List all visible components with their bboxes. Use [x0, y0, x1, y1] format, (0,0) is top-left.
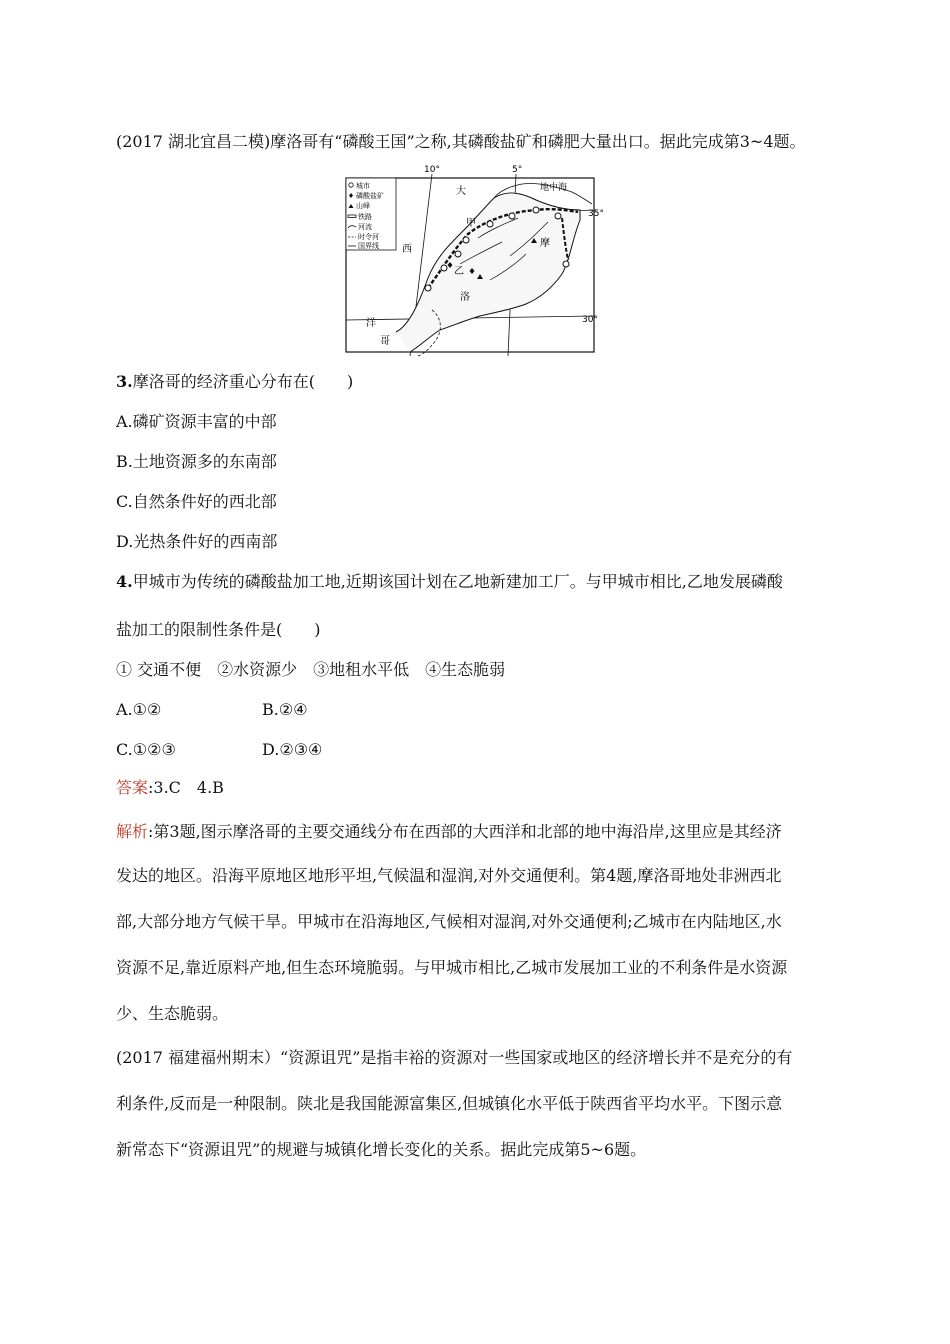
q4-option-a: A.①② [116, 700, 162, 719]
intro2-line-3: 新常态下“资源诅咒”的规避与城镇化增长变化的关系。据此完成第5~6题。 [116, 1140, 647, 1159]
q3-option-a: A.磷矿资源丰富的中部 [116, 412, 277, 431]
label-yi: 乙 [454, 266, 464, 277]
lat-label-35: 35° [588, 209, 604, 219]
q3-stem [116, 372, 353, 392]
label-luo: 洛 [460, 292, 470, 303]
q3-option-b: B.土地资源多的东南部 [116, 452, 277, 471]
q4-number: 4. [116, 572, 133, 591]
q4-stem-line1 [116, 572, 783, 592]
label-da: 大 [456, 186, 466, 197]
answer-label: 答案 [116, 778, 149, 797]
legend-border: 国界线 [358, 242, 379, 250]
q4-option-b: B.②④ [262, 700, 308, 719]
label-mediterranean: 地中海 [540, 183, 568, 193]
lat-label-30: 30° [582, 315, 598, 325]
q3-option-d: D.光热条件好的西南部 [116, 532, 278, 551]
answer-text: :3.C 4.B [148, 778, 224, 797]
label-xi: 西 [402, 244, 412, 255]
q4-option-d: D.②③④ [262, 740, 323, 759]
q3-stem-text: 摩洛哥的经济重心分布在( ) [132, 372, 354, 391]
q4-option-c: C.①②③ [116, 740, 176, 759]
lon-label-10: 10° [424, 165, 440, 175]
analysis-line-4: 资源不足,靠近原料产地,但生态环境脆弱。与甲城市相比,乙城市发展加工业的不利条件是水资源 [116, 958, 788, 977]
analysis-line-3: 部,大部分地方气候干旱。甲城市在沿海地区,气候相对湿润,对外交通便利;乙城市在内陆地区,水 [116, 912, 782, 931]
analysis-line-2: 发达的地区。沿海平原地区地形平坦,气候温和湿润,对外交通便利。第4题,摩洛哥地处非洲西北 [116, 866, 782, 885]
analysis-text-1: :第3题,图示摩洛哥的主要交通线分布在西部的大西洋和北部的地中海沿岸,这里应是其经济 [148, 822, 782, 841]
q3-option-c: C.自然条件好的西北部 [116, 492, 277, 511]
lon-label-5: 5° [512, 165, 523, 175]
analysis-label: 解析 [116, 822, 149, 841]
intro-paragraph: (2017 湖北宜昌二模)摩洛哥有“磷酸王国”之称,其磷酸盐矿和磷肥大量出口。据此完成第3~4题。 [116, 132, 806, 151]
answer-line [116, 778, 224, 798]
intro2-line-1: (2017 福建福州期末）“资源诅咒”是指丰裕的资源对一些国家或地区的经济增长并不是充分的有 [116, 1048, 793, 1067]
legend-city: 城市 [356, 182, 370, 190]
q4-stem-line2: 盐加工的限制性条件是( ) [116, 620, 321, 639]
q4-conditions: ① 交通不便 ②水资源少 ③地租水平低 ④生态脆弱 [116, 660, 506, 679]
legend-peak: 山峰 [356, 202, 370, 210]
label-yang: 洋 [366, 318, 376, 329]
legend-river: 河流 [358, 223, 372, 231]
label-mo: 摩 [540, 238, 550, 249]
label-jia: 甲 [466, 218, 476, 229]
morocco-map [340, 160, 602, 358]
analysis-line-5: 少、生态脆弱。 [116, 1004, 229, 1023]
q3-number: 3. [116, 372, 133, 391]
intro2-line-2: 利条件,反而是一种限制。陕北是我国能源富集区,但城镇化水平低于陕西省平均水平。下图示意 [116, 1094, 783, 1113]
legend-seasonal-river: 时令河 [358, 233, 379, 241]
legend-phosphate: 磷酸盐矿 [356, 192, 384, 200]
analysis-line-1 [116, 822, 782, 842]
legend-railway: 铁路 [358, 213, 372, 221]
q4-stem-text1: 甲城市为传统的磷酸盐加工地,近期该国计划在乙地新建加工厂。与甲城市相比,乙地发展磷酸 [132, 572, 783, 591]
label-ge: 哥 [380, 336, 390, 347]
